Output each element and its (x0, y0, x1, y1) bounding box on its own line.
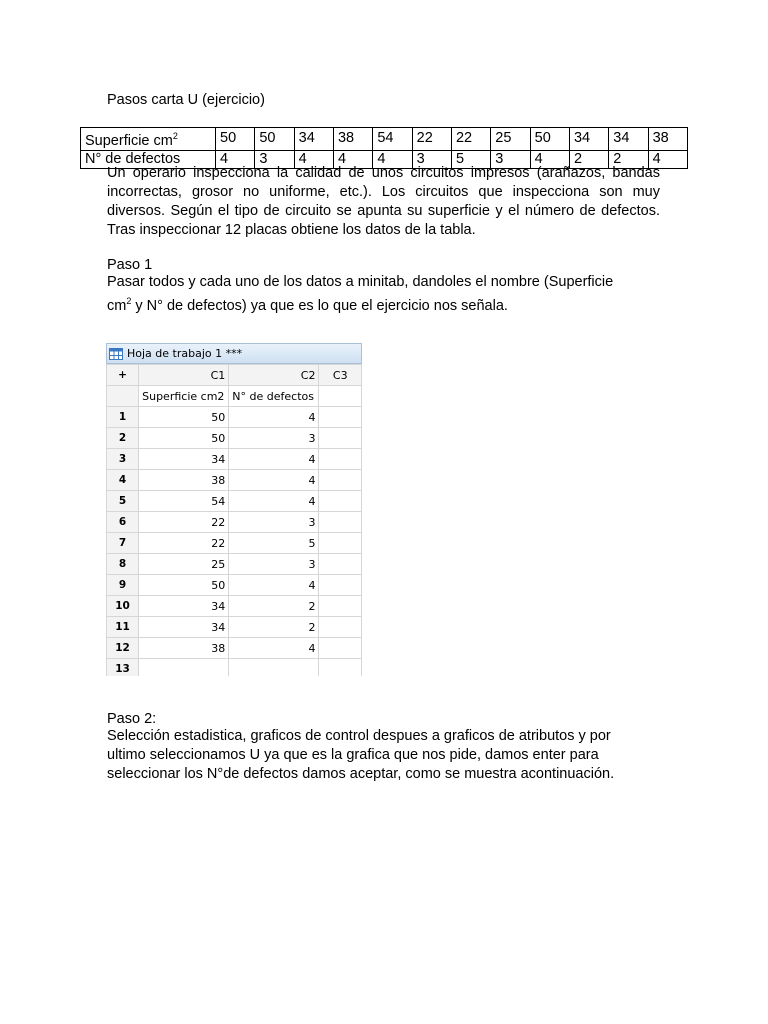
cell-c3[interactable] (319, 449, 362, 470)
cell-c2[interactable]: 2 (229, 596, 319, 617)
cell-c3[interactable] (319, 617, 362, 638)
defectos-cell: 4 (648, 150, 687, 168)
row-header[interactable]: 7 (107, 533, 139, 554)
cell-c2[interactable]: 4 (229, 449, 319, 470)
table-row (107, 512, 362, 533)
worksheet-titlebar[interactable] (106, 343, 362, 364)
cell-c2[interactable]: 4 (229, 470, 319, 491)
superficie-cell: 22 (451, 128, 490, 151)
superficie-cell: 50 (530, 128, 569, 151)
row-header[interactable]: 13 (107, 659, 139, 677)
row-header[interactable]: 1 (107, 407, 139, 428)
table-row (107, 575, 362, 596)
column-name-c2[interactable]: N° de defectos (229, 386, 319, 407)
cell-c3[interactable] (319, 533, 362, 554)
cell-c1[interactable]: 25 (139, 554, 229, 575)
paso2-text (107, 727, 667, 784)
table-row (107, 407, 362, 428)
row-header[interactable]: 6 (107, 512, 139, 533)
column-header-row (107, 365, 362, 386)
paso2-title: Paso 2: (107, 711, 157, 727)
intro-paragraph (107, 164, 660, 240)
paso2-line: seleccionar los N°de defectos damos aceptar, como se muestra acontinuación. (107, 766, 615, 782)
table-row (107, 428, 362, 449)
data-table (80, 127, 688, 169)
cell-c2[interactable]: 3 (229, 512, 319, 533)
superficie-row (81, 128, 688, 151)
defectos-cell: 2 (569, 150, 608, 168)
cell-c1[interactable]: 34 (139, 596, 229, 617)
cell-c3[interactable] (319, 554, 362, 575)
cell-c1[interactable]: 54 (139, 491, 229, 512)
superficie-label-text: Superficie cm (85, 132, 173, 149)
cell-c3[interactable] (319, 575, 362, 596)
superficie-label-sup: 2 (172, 131, 178, 141)
defectos-cell: 4 (373, 150, 412, 168)
paso1-line-a: Pasar todos y cada uno de los datos a minitab, dandoles el nombre (Superficie (107, 274, 614, 290)
superficie-cell: 54 (373, 128, 412, 151)
document-title: Pasos carta U (ejercicio) (107, 92, 265, 108)
row-header (107, 386, 139, 407)
cell-c2[interactable] (229, 659, 319, 677)
cell-c1[interactable]: 50 (139, 575, 229, 596)
defectos-cell: 3 (255, 150, 294, 168)
table-row (107, 533, 362, 554)
cell-c2[interactable]: 3 (229, 428, 319, 449)
cell-c1[interactable]: 34 (139, 449, 229, 470)
intro-line: incorrectas, grosor no uniforme, etc.). Los circuitos que inspecciona son muy (107, 184, 660, 200)
cell-c1[interactable]: 34 (139, 617, 229, 638)
table-row (107, 470, 362, 491)
superficie-cell: 25 (491, 128, 530, 151)
cell-c1[interactable]: 50 (139, 428, 229, 449)
cell-c1[interactable]: 38 (139, 638, 229, 659)
row-header[interactable]: 12 (107, 638, 139, 659)
row-header[interactable]: 10 (107, 596, 139, 617)
cell-c1[interactable]: 50 (139, 407, 229, 428)
table-row (107, 596, 362, 617)
cell-c2[interactable]: 3 (229, 554, 319, 575)
superficie-cell: 38 (333, 128, 372, 151)
table-row (107, 491, 362, 512)
paso1-title: Paso 1 (107, 257, 153, 273)
superficie-cell: 38 (648, 128, 687, 151)
worksheet-grid (106, 364, 362, 676)
cell-c2[interactable]: 4 (229, 491, 319, 512)
paso2-line: Selección estadistica, graficos de control despues a graficos de atributos y por (107, 728, 611, 744)
defectos-cell: 2 (609, 150, 648, 168)
intro-line: diversos. Según el tipo de circuito se apunta su superficie y el número de defectos. (107, 203, 660, 219)
column-header-c2[interactable]: C2 (229, 365, 319, 386)
column-header-c3[interactable]: C3 (319, 365, 362, 386)
defectos-cell: 3 (412, 150, 451, 168)
superficie-cell: 50 (216, 128, 255, 151)
paso2-line: ultimo seleccionamos U ya que es la grafica que nos pide, damos enter para (107, 747, 599, 763)
cell-c3[interactable] (319, 638, 362, 659)
cell-c3[interactable] (319, 596, 362, 617)
paso1-line-b: cm (107, 297, 127, 314)
worksheet-title: Hoja de trabajo 1 *** (127, 347, 243, 360)
cell-c1[interactable] (139, 659, 229, 677)
table-row (107, 617, 362, 638)
superficie-cell: 50 (255, 128, 294, 151)
paso1-text (107, 273, 667, 316)
cell-c3[interactable] (319, 407, 362, 428)
row-header[interactable]: 9 (107, 575, 139, 596)
row-header[interactable]: 8 (107, 554, 139, 575)
row-header[interactable]: 2 (107, 428, 139, 449)
table-row (107, 554, 362, 575)
defectos-cell: 4 (294, 150, 333, 168)
superficie-cell: 22 (412, 128, 451, 151)
corner-arrow-icon[interactable]: + (107, 365, 139, 386)
cell-c3[interactable] (319, 470, 362, 491)
paso1-sup: 2 (126, 296, 132, 306)
superficie-label (81, 128, 216, 151)
defectos-cell: 4 (530, 150, 569, 168)
column-name-c1[interactable]: Superficie cm2 (139, 386, 229, 407)
cell-c1[interactable]: 22 (139, 533, 229, 554)
cell-c2[interactable]: 5 (229, 533, 319, 554)
defectos-cell: 4 (216, 150, 255, 168)
defectos-cell: 4 (333, 150, 372, 168)
cell-c3[interactable] (319, 428, 362, 449)
column-name-c3[interactable] (319, 386, 362, 407)
cell-c3[interactable] (319, 512, 362, 533)
worksheet-grid-icon (109, 348, 123, 360)
paso1-line-c: y N° de defectos) ya que es lo que el ejercicio nos señala. (131, 297, 508, 314)
intro-line: Un operario inspecciona la calidad de unos circuitos impresos (arañazos, bandas (107, 165, 660, 181)
defectos-label: N° de defectos (81, 150, 216, 168)
superficie-cell: 34 (294, 128, 333, 151)
cell-c2[interactable]: 4 (229, 638, 319, 659)
row-header[interactable]: 3 (107, 449, 139, 470)
row-header[interactable]: 4 (107, 470, 139, 491)
row-header[interactable]: 5 (107, 491, 139, 512)
cell-c1[interactable]: 38 (139, 470, 229, 491)
superficie-cell: 34 (609, 128, 648, 151)
cell-c2[interactable]: 2 (229, 617, 319, 638)
column-name-row (107, 386, 362, 407)
cell-c3[interactable] (319, 659, 362, 677)
table-row (107, 449, 362, 470)
minitab-worksheet (106, 343, 362, 676)
row-header[interactable]: 11 (107, 617, 139, 638)
cell-c1[interactable]: 22 (139, 512, 229, 533)
defectos-cell: 3 (491, 150, 530, 168)
defectos-cell: 5 (451, 150, 490, 168)
table-row (107, 659, 362, 677)
table-row (107, 638, 362, 659)
superficie-cell: 34 (569, 128, 608, 151)
cell-c2[interactable]: 4 (229, 407, 319, 428)
intro-line: Tras inspeccionar 12 placas obtiene los datos de la tabla. (107, 222, 476, 238)
cell-c2[interactable]: 4 (229, 575, 319, 596)
column-header-c1[interactable]: C1 (139, 365, 229, 386)
cell-c3[interactable] (319, 491, 362, 512)
